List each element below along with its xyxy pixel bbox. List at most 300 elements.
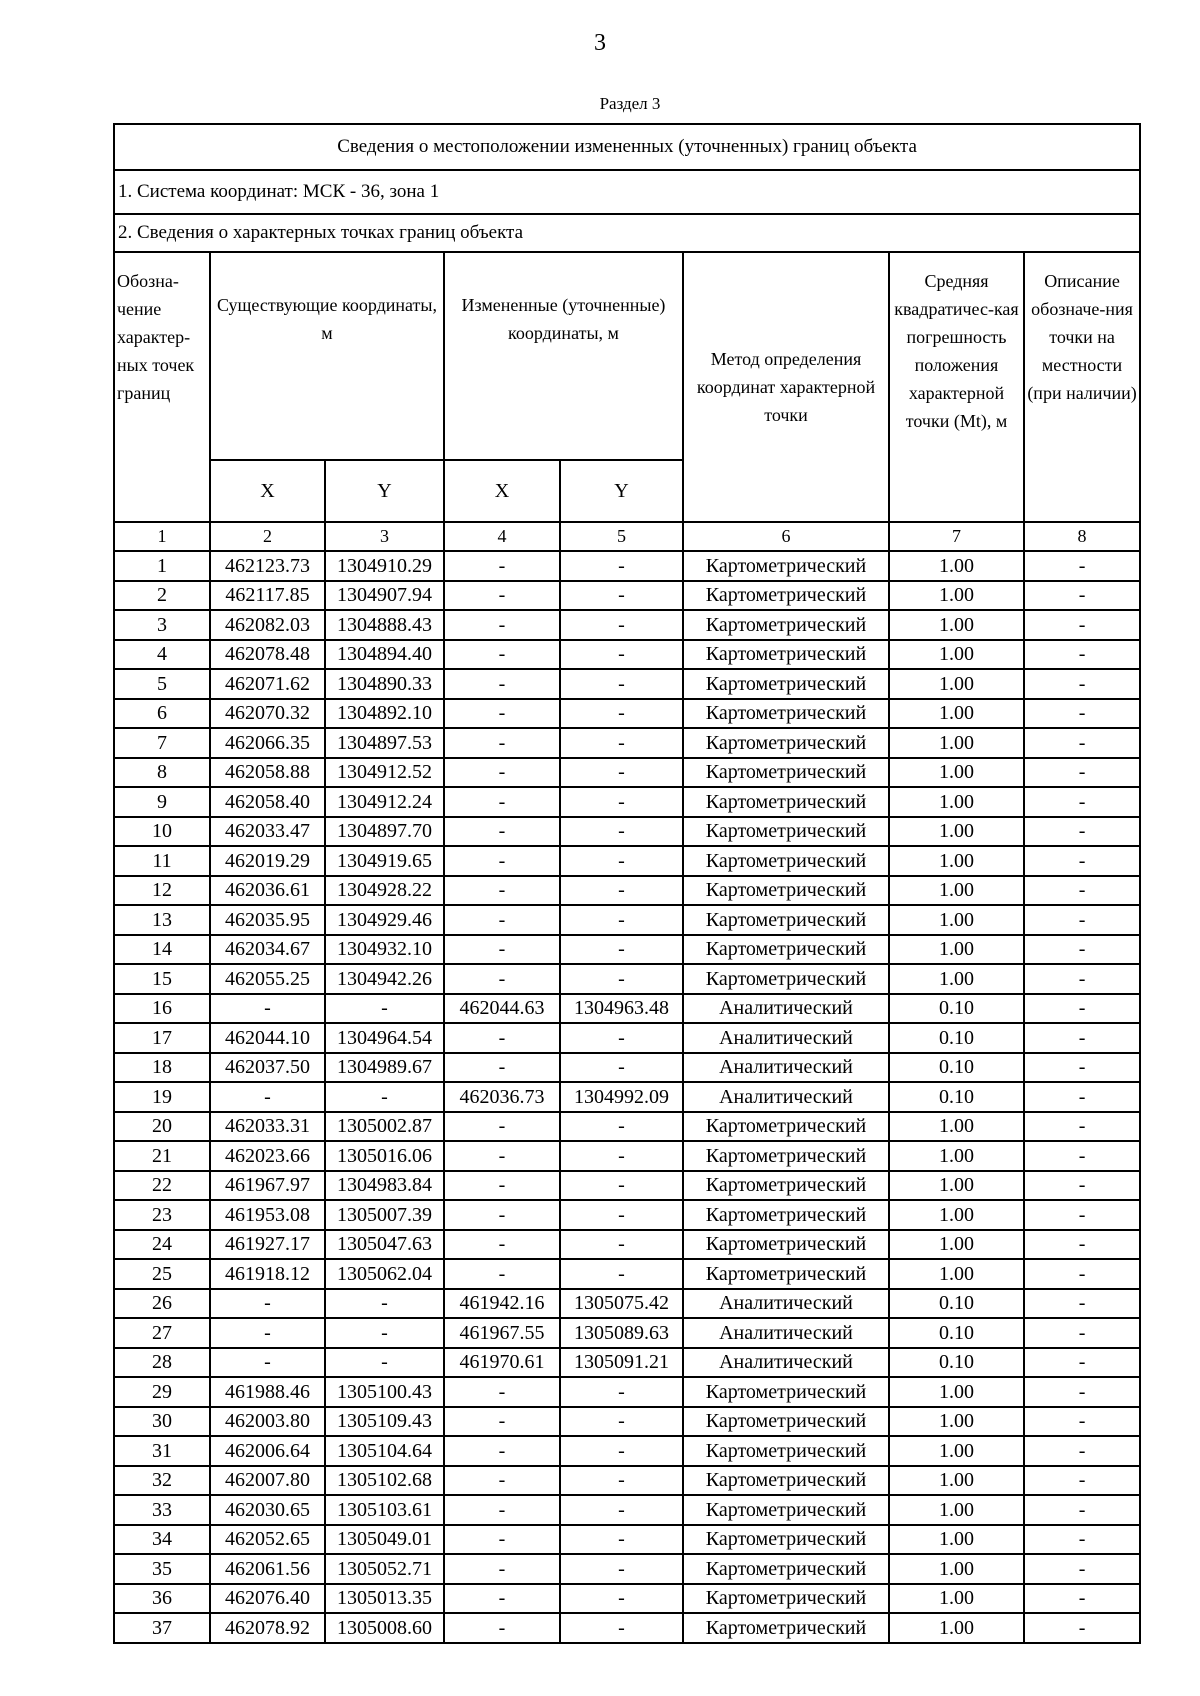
header-existing-y: Y [325,460,444,522]
cell-existing-x: 462061.56 [210,1554,325,1584]
cell-point-description: - [1024,581,1140,611]
cell-existing-y: 1305100.43 [325,1377,444,1407]
cell-changed-x: - [444,1259,560,1289]
cell-changed-y: - [560,669,683,699]
cell-mean-square-error: 1.00 [889,817,1024,847]
cell-existing-y: 1305062.04 [325,1259,444,1289]
cell-changed-x: 462044.63 [444,994,560,1024]
cell-changed-x: - [444,1377,560,1407]
cell-point-number: 34 [114,1525,210,1555]
table-row [114,846,1140,876]
cell-existing-x: 462082.03 [210,610,325,640]
cell-existing-x: 462030.65 [210,1495,325,1525]
cell-changed-x: - [444,1525,560,1555]
table-row [114,1348,1140,1378]
cell-changed-x: - [444,610,560,640]
cell-point-description: - [1024,1407,1140,1437]
cell-existing-y: 1304964.54 [325,1023,444,1053]
cell-method: Картометрический [683,610,889,640]
cell-changed-x: - [444,669,560,699]
cell-existing-y: 1304907.94 [325,581,444,611]
cell-method: Аналитический [683,1289,889,1319]
cell-mean-square-error: 0.10 [889,994,1024,1024]
cell-point-number: 2 [114,581,210,611]
cell-changed-x: - [444,876,560,906]
cell-existing-y: 1304897.53 [325,728,444,758]
cell-method: Картометрический [683,1436,889,1466]
column-number: 4 [444,522,560,551]
table-row [114,640,1140,670]
cell-method: Картометрический [683,1230,889,1260]
cell-method: Картометрический [683,1141,889,1171]
column-number: 1 [114,522,210,551]
column-number: 2 [210,522,325,551]
cell-point-description: - [1024,1613,1140,1643]
cell-mean-square-error: 1.00 [889,1613,1024,1643]
cell-point-description: - [1024,876,1140,906]
cell-changed-y: - [560,1584,683,1614]
cell-point-number: 29 [114,1377,210,1407]
column-number: 5 [560,522,683,551]
cell-changed-x: - [444,1023,560,1053]
cell-point-number: 18 [114,1053,210,1083]
table-row [114,787,1140,817]
cell-point-description: - [1024,935,1140,965]
cell-mean-square-error: 1.00 [889,1200,1024,1230]
cell-changed-x: - [444,1141,560,1171]
table-row [114,1407,1140,1437]
cell-existing-y: 1304894.40 [325,640,444,670]
cell-existing-x: 462006.64 [210,1436,325,1466]
cell-existing-x: 462076.40 [210,1584,325,1614]
cell-mean-square-error: 1.00 [889,610,1024,640]
cell-point-description: - [1024,1141,1140,1171]
cell-existing-x: 462078.92 [210,1613,325,1643]
table-row [114,905,1140,935]
cell-changed-x: - [444,905,560,935]
cell-point-description: - [1024,1495,1140,1525]
table-row [114,610,1140,640]
cell-existing-x: 462007.80 [210,1466,325,1496]
cell-method: Картометрический [683,1377,889,1407]
cell-method: Картометрический [683,1200,889,1230]
table-row [114,876,1140,906]
table-body [114,551,1140,1643]
header-designation: Обозна-чение характер-ных точек границ [114,252,210,522]
cell-point-number: 17 [114,1023,210,1053]
cell-method: Картометрический [683,1613,889,1643]
cell-changed-y: - [560,1495,683,1525]
cell-point-number: 7 [114,728,210,758]
cell-changed-y: - [560,935,683,965]
cell-existing-y: - [325,1348,444,1378]
cell-method: Картометрический [683,1259,889,1289]
cell-point-number: 20 [114,1112,210,1142]
cell-existing-y: 1304888.43 [325,610,444,640]
cell-mean-square-error: 1.00 [889,551,1024,581]
column-number: 3 [325,522,444,551]
cell-changed-y: 1304992.09 [560,1082,683,1112]
cell-changed-x: - [444,1230,560,1260]
column-number: 6 [683,522,889,551]
cell-mean-square-error: 1.00 [889,1141,1024,1171]
cell-method: Картометрический [683,640,889,670]
cell-existing-y: 1304912.52 [325,758,444,788]
cell-point-number: 23 [114,1200,210,1230]
points-info: 2. Сведения о характерных точках границ объекта [114,214,1140,252]
cell-point-description: - [1024,1200,1140,1230]
cell-changed-x: - [444,1613,560,1643]
cell-method: Аналитический [683,1348,889,1378]
cell-changed-x: - [444,640,560,670]
coordinate-system: 1. Система координат: МСК - 36, зона 1 [114,170,1140,214]
cell-changed-x: 461942.16 [444,1289,560,1319]
cell-mean-square-error: 1.00 [889,758,1024,788]
table-row [114,758,1140,788]
cell-changed-x: 462036.73 [444,1082,560,1112]
cell-changed-y: - [560,1554,683,1584]
cell-point-number: 19 [114,1082,210,1112]
cell-mean-square-error: 0.10 [889,1318,1024,1348]
table-row [114,669,1140,699]
cell-changed-y: - [560,551,683,581]
cell-method: Аналитический [683,1023,889,1053]
cell-method: Картометрический [683,935,889,965]
cell-mean-square-error: 1.00 [889,1259,1024,1289]
cell-point-number: 27 [114,1318,210,1348]
cell-mean-square-error: 1.00 [889,1171,1024,1201]
cell-method: Картометрический [683,1554,889,1584]
cell-point-description: - [1024,1171,1140,1201]
cell-changed-x: - [444,1112,560,1142]
cell-existing-y: 1305002.87 [325,1112,444,1142]
cell-method: Картометрический [683,905,889,935]
cell-point-description: - [1024,1053,1140,1083]
cell-point-description: - [1024,1466,1140,1496]
section-title: Раздел 3 [599,94,661,113]
cell-method: Картометрический [683,1407,889,1437]
cell-point-number: 15 [114,964,210,994]
cell-point-description: - [1024,1525,1140,1555]
cell-existing-x: 461988.46 [210,1377,325,1407]
cell-method: Картометрический [683,817,889,847]
cell-point-number: 31 [114,1436,210,1466]
cell-existing-y: - [325,994,444,1024]
cell-changed-y: - [560,581,683,611]
cell-existing-y: 1305102.68 [325,1466,444,1496]
cell-mean-square-error: 1.00 [889,876,1024,906]
cell-changed-y: - [560,787,683,817]
table-row [114,994,1140,1024]
cell-point-description: - [1024,1259,1140,1289]
cell-existing-y: 1305103.61 [325,1495,444,1525]
cell-changed-x: - [444,699,560,729]
cell-point-description: - [1024,994,1140,1024]
cell-method: Картометрический [683,846,889,876]
cell-point-number: 24 [114,1230,210,1260]
table-row [114,1495,1140,1525]
cell-mean-square-error: 1.00 [889,1466,1024,1496]
cell-existing-x: 462019.29 [210,846,325,876]
cell-method: Картометрический [683,758,889,788]
cell-changed-x: - [444,1436,560,1466]
cell-point-description: - [1024,905,1140,935]
cell-mean-square-error: 0.10 [889,1053,1024,1083]
cell-existing-y: 1304912.24 [325,787,444,817]
cell-changed-y: - [560,610,683,640]
cell-changed-y: - [560,640,683,670]
table-row [114,1023,1140,1053]
cell-changed-y: - [560,1023,683,1053]
cell-point-number: 33 [114,1495,210,1525]
table-row [114,1289,1140,1319]
cell-existing-x: 462117.85 [210,581,325,611]
cell-changed-x: - [444,1495,560,1525]
cell-changed-x: - [444,1053,560,1083]
cell-point-number: 9 [114,787,210,817]
cell-changed-x: - [444,1407,560,1437]
cell-existing-x: 462071.62 [210,669,325,699]
cell-mean-square-error: 1.00 [889,699,1024,729]
cell-existing-y: - [325,1318,444,1348]
cell-existing-y: 1305104.64 [325,1436,444,1466]
cell-existing-x: 462034.67 [210,935,325,965]
cell-point-description: - [1024,551,1140,581]
cell-changed-y: - [560,1407,683,1437]
cell-changed-y: - [560,1436,683,1466]
cell-existing-x: - [210,1348,325,1378]
header-changed-x: X [444,460,560,522]
cell-method: Аналитический [683,1053,889,1083]
cell-method: Картометрический [683,1525,889,1555]
cell-existing-x: 462052.65 [210,1525,325,1555]
cell-existing-x: 462058.40 [210,787,325,817]
cell-changed-x: - [444,728,560,758]
cell-existing-x: 461927.17 [210,1230,325,1260]
cell-mean-square-error: 1.00 [889,846,1024,876]
cell-existing-y: - [325,1289,444,1319]
cell-existing-y: 1305109.43 [325,1407,444,1437]
cell-existing-x: 462055.25 [210,964,325,994]
cell-changed-x: 461967.55 [444,1318,560,1348]
table-row [114,1584,1140,1614]
cell-mean-square-error: 1.00 [889,787,1024,817]
cell-method: Картометрический [683,1584,889,1614]
cell-point-description: - [1024,1436,1140,1466]
cell-existing-y: 1304942.26 [325,964,444,994]
cell-point-description: - [1024,964,1140,994]
cell-method: Картометрический [683,699,889,729]
cell-changed-y: 1305089.63 [560,1318,683,1348]
cell-mean-square-error: 1.00 [889,935,1024,965]
table-row [114,1053,1140,1083]
cell-changed-y: 1305075.42 [560,1289,683,1319]
cell-point-number: 37 [114,1613,210,1643]
cell-existing-y: 1305013.35 [325,1584,444,1614]
cell-point-description: - [1024,1230,1140,1260]
cell-existing-y: 1304892.10 [325,699,444,729]
cell-existing-y: 1304897.70 [325,817,444,847]
cell-method: Картометрический [683,728,889,758]
cell-existing-y: 1304928.22 [325,876,444,906]
cell-existing-x: 462058.88 [210,758,325,788]
table-row [114,1466,1140,1496]
cell-changed-y: - [560,1259,683,1289]
table-row [114,935,1140,965]
header-method: Метод определения координат характерной точки [683,252,889,522]
cell-existing-x: 462078.48 [210,640,325,670]
cell-existing-y: 1305049.01 [325,1525,444,1555]
cell-point-description: - [1024,1082,1140,1112]
cell-changed-y: - [560,876,683,906]
cell-changed-y: 1304963.48 [560,994,683,1024]
cell-method: Картометрический [683,1171,889,1201]
cell-existing-y: 1304929.46 [325,905,444,935]
cell-method: Аналитический [683,994,889,1024]
cell-existing-y: 1304932.10 [325,935,444,965]
table-row [114,1259,1140,1289]
cell-mean-square-error: 1.00 [889,1377,1024,1407]
cell-changed-x: - [444,581,560,611]
cell-existing-y: 1305047.63 [325,1230,444,1260]
cell-changed-x: 461970.61 [444,1348,560,1378]
table-row [114,699,1140,729]
cell-point-description: - [1024,610,1140,640]
cell-point-description: - [1024,669,1140,699]
cell-changed-y: - [560,1112,683,1142]
cell-existing-x: - [210,1082,325,1112]
cell-point-number: 28 [114,1348,210,1378]
cell-changed-x: - [444,817,560,847]
header-existing-x: X [210,460,325,522]
cell-existing-y: 1305016.06 [325,1141,444,1171]
cell-existing-x: 462066.35 [210,728,325,758]
cell-existing-y: 1304910.29 [325,551,444,581]
cell-changed-y: - [560,1053,683,1083]
table-row [114,1554,1140,1584]
cell-existing-x: 462033.31 [210,1112,325,1142]
cell-changed-y: - [560,1377,683,1407]
cell-changed-x: - [444,1554,560,1584]
table-row [114,581,1140,611]
cell-existing-x: 462036.61 [210,876,325,906]
cell-changed-y: 1305091.21 [560,1348,683,1378]
cell-point-description: - [1024,1554,1140,1584]
cell-point-number: 25 [114,1259,210,1289]
cell-method: Аналитический [683,1318,889,1348]
cell-existing-x: 462023.66 [210,1141,325,1171]
cell-point-number: 30 [114,1407,210,1437]
cell-mean-square-error: 1.00 [889,1436,1024,1466]
cell-changed-x: - [444,551,560,581]
cell-changed-y: - [560,846,683,876]
cell-existing-y: 1305007.39 [325,1200,444,1230]
cell-method: Картометрический [683,787,889,817]
cell-point-number: 10 [114,817,210,847]
cell-point-description: - [1024,787,1140,817]
cell-existing-x: - [210,1289,325,1319]
cell-point-description: - [1024,846,1140,876]
cell-mean-square-error: 0.10 [889,1348,1024,1378]
cell-existing-x: 461967.97 [210,1171,325,1201]
cell-existing-y: 1304890.33 [325,669,444,699]
cell-changed-y: - [560,905,683,935]
cell-point-number: 16 [114,994,210,1024]
cell-point-description: - [1024,1584,1140,1614]
cell-changed-y: - [560,1171,683,1201]
table-row [114,1525,1140,1555]
cell-point-number: 4 [114,640,210,670]
page-number: 3 [594,30,606,56]
cell-point-description: - [1024,758,1140,788]
cell-point-number: 5 [114,669,210,699]
cell-existing-x: 462033.47 [210,817,325,847]
cell-existing-x: 461953.08 [210,1200,325,1230]
table-row [114,551,1140,581]
table-row [114,1200,1140,1230]
cell-method: Картометрический [683,551,889,581]
table-row [114,1318,1140,1348]
cell-changed-y: - [560,1466,683,1496]
cell-mean-square-error: 0.10 [889,1289,1024,1319]
cell-point-number: 12 [114,876,210,906]
cell-mean-square-error: 1.00 [889,669,1024,699]
cell-changed-y: - [560,728,683,758]
cell-changed-x: - [444,1466,560,1496]
table-row [114,1230,1140,1260]
cell-point-number: 1 [114,551,210,581]
cell-point-description: - [1024,1348,1140,1378]
cell-changed-y: - [560,1525,683,1555]
table-header [114,124,1140,551]
boundary-points-table [113,123,1141,1644]
cell-point-number: 13 [114,905,210,935]
table-row [114,1377,1140,1407]
cell-existing-y: 1304989.67 [325,1053,444,1083]
cell-changed-y: - [560,1230,683,1260]
cell-existing-y: 1304983.84 [325,1171,444,1201]
cell-changed-x: - [444,935,560,965]
cell-changed-x: - [444,1171,560,1201]
cell-existing-x: 462123.73 [210,551,325,581]
cell-changed-y: - [560,1141,683,1171]
header-point-description: Описание обозначе-ния точки на местности (при наличии) [1024,252,1140,522]
cell-changed-x: - [444,846,560,876]
cell-method: Картометрический [683,876,889,906]
table-row [114,1082,1140,1112]
cell-point-description: - [1024,699,1140,729]
cell-changed-y: - [560,699,683,729]
cell-point-number: 36 [114,1584,210,1614]
cell-method: Аналитический [683,1082,889,1112]
cell-mean-square-error: 0.10 [889,1023,1024,1053]
cell-point-number: 22 [114,1171,210,1201]
cell-existing-x: 462003.80 [210,1407,325,1437]
cell-point-number: 11 [114,846,210,876]
cell-existing-y: 1304919.65 [325,846,444,876]
cell-point-number: 32 [114,1466,210,1496]
table-title: Сведения о местоположении измененных (уточненных) границ объекта [114,124,1140,170]
cell-point-description: - [1024,1377,1140,1407]
cell-point-description: - [1024,817,1140,847]
header-changed-y: Y [560,460,683,522]
cell-existing-x: - [210,1318,325,1348]
cell-point-description: - [1024,1289,1140,1319]
cell-mean-square-error: 1.00 [889,1554,1024,1584]
cell-existing-x: 462044.10 [210,1023,325,1053]
cell-method: Картометрический [683,581,889,611]
cell-mean-square-error: 1.00 [889,905,1024,935]
